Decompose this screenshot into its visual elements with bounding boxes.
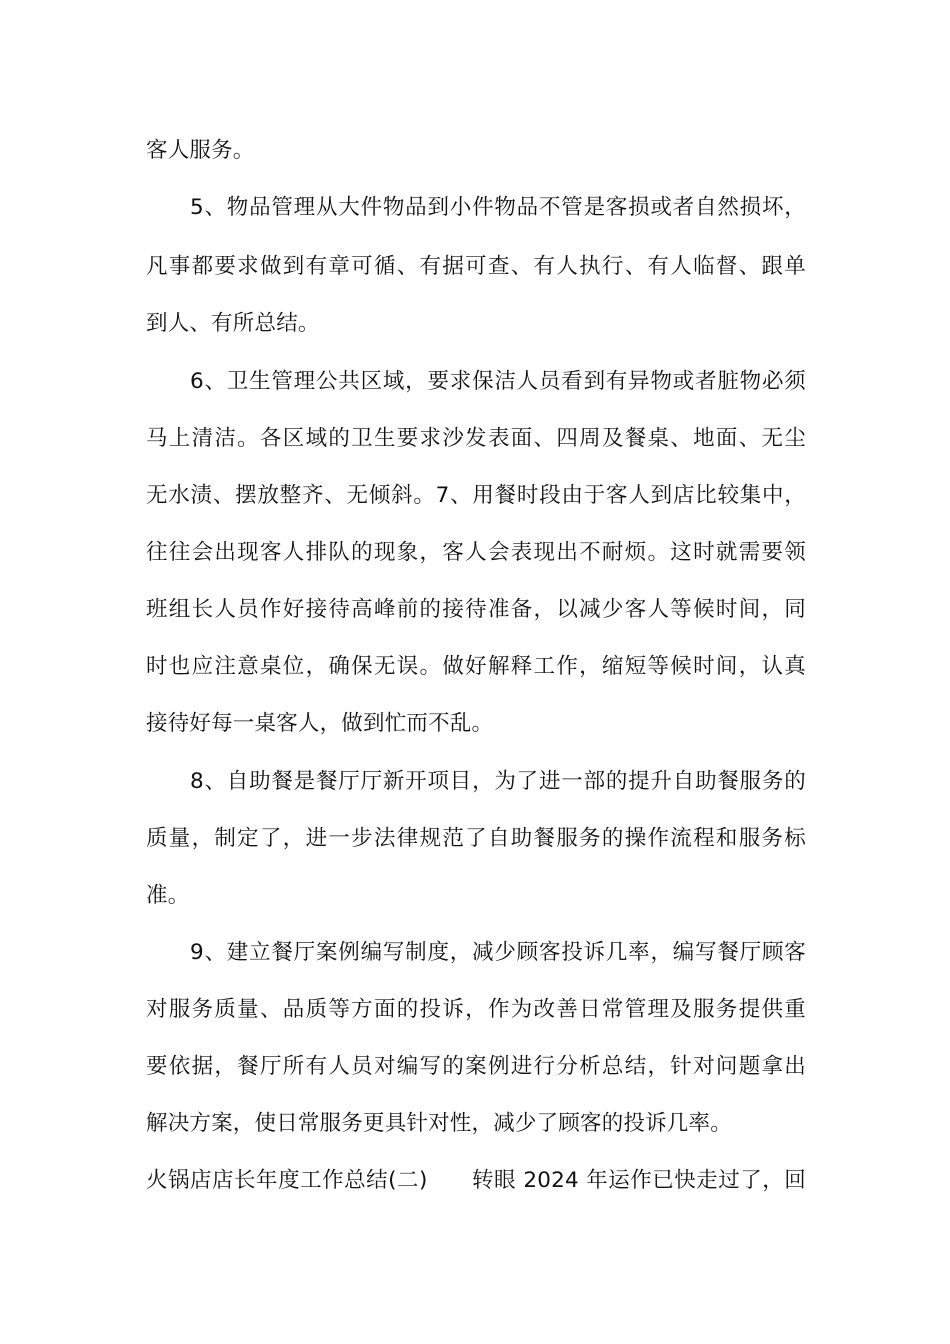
text-line: 准。: [146, 883, 190, 908]
text-line: 5、物品管理从大件物品到小件物品不管是客损或者自然损坏，: [190, 195, 806, 220]
text-line: 往往会出现客人排队的现象，客人会表现出不耐烦。这时就需要领: [146, 540, 806, 565]
text-line: 到人、有所总结。: [146, 311, 320, 336]
text-line: 火锅店店长年度工作总结(二) 转眼 2024 年运作已快走过了，回: [146, 1168, 806, 1193]
text-line: 解决方案，使日常服务更具针对性，减少了顾客的投诉几率。: [146, 1111, 732, 1136]
text-line: 时也应注意桌位，确保无误。做好解释工作，缩短等候时间，认真: [146, 654, 806, 679]
text-line: 班组长人员作好接待高峰前的接待准备，以减少客人等候时间，同: [146, 597, 806, 622]
text-line: 6、卫生管理公共区域，要求保洁人员看到有异物或者脏物必须: [190, 369, 806, 394]
text-line: 马上清洁。各区域的卫生要求沙发表面、四周及餐桌、地面、无尘: [146, 426, 806, 451]
text-line: 客人服务。: [146, 138, 255, 163]
text-line: 9、建立餐厅案例编写制度，减少顾客投诉几率，编写餐厅顾客: [190, 940, 806, 965]
text-line: 对服务质量、品质等方面的投诉，作为改善日常管理及服务提供重: [146, 997, 806, 1022]
text-line: 要依据，餐厅所有人员对编写的案例进行分析总结，针对问题拿出: [146, 1054, 806, 1079]
text-line: 凡事都要求做到有章可循、有据可查、有人执行、有人临督、跟单: [146, 254, 806, 279]
text-line: 接待好每一桌客人，做到忙而不乱。: [146, 711, 494, 736]
text-line: 质量，制定了，进一步法律规范了自助餐服务的操作流程和服务标: [146, 826, 806, 851]
text-line: 无水渍、摆放整齐、无倾斜。7、用餐时段由于客人到店比较集中，: [146, 483, 806, 508]
text-line: 8、自助餐是餐厅厅新开项目，为了进一部的提升自助餐服务的: [190, 769, 806, 794]
